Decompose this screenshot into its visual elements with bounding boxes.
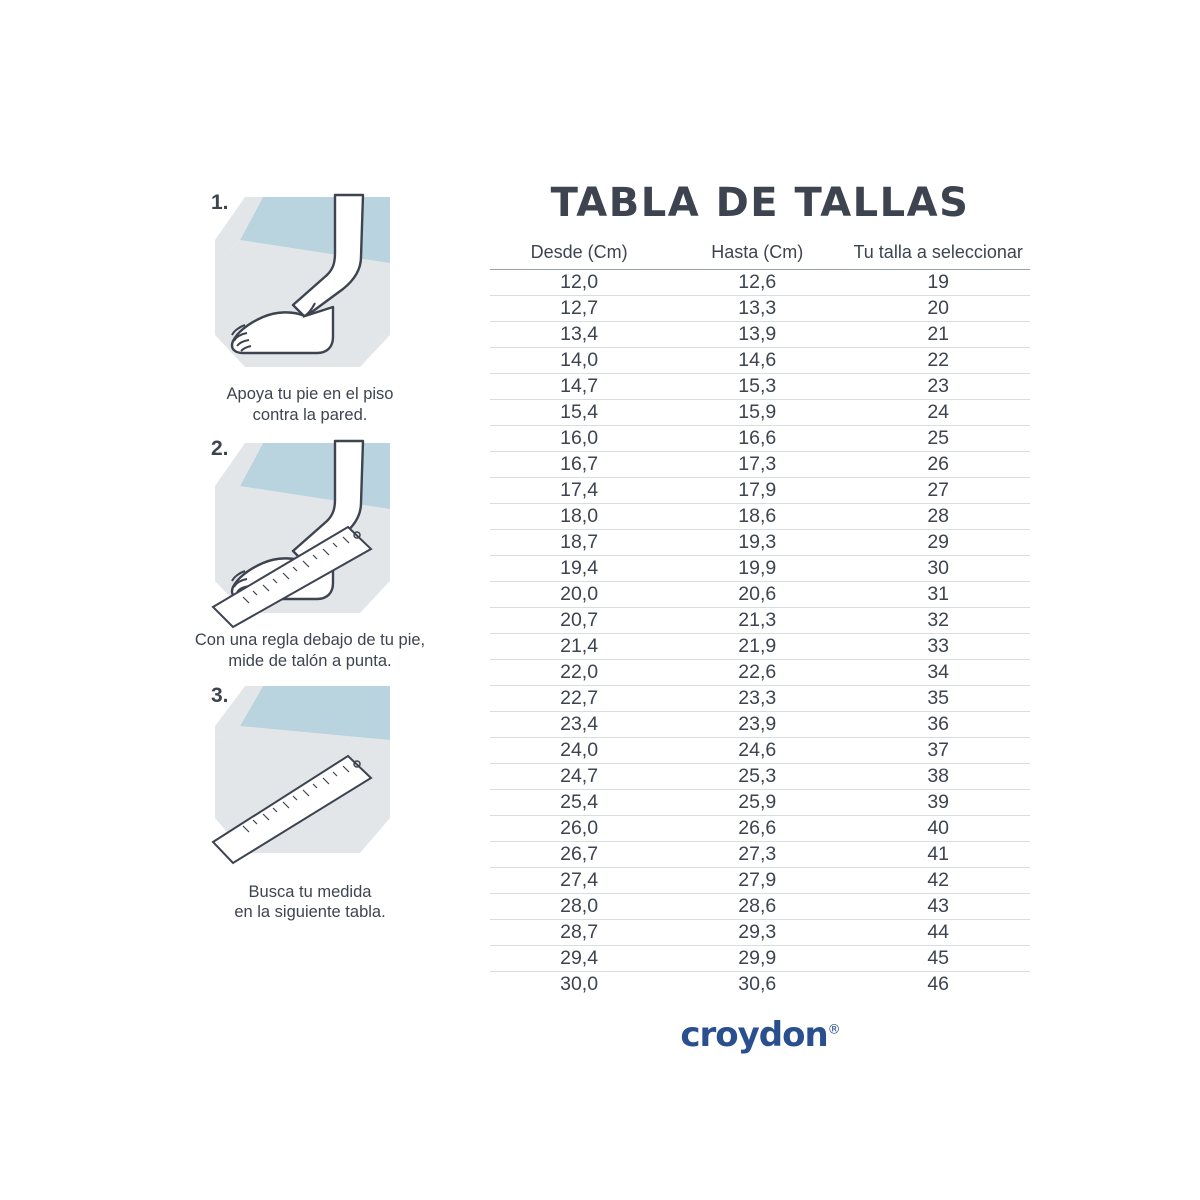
table-row	[490, 270, 1030, 296]
table-cell: 28,6	[668, 894, 846, 920]
table-row	[490, 452, 1030, 478]
table-row	[490, 530, 1030, 556]
table-cell: 18,0	[490, 504, 668, 530]
table-cell: 29,9	[668, 946, 846, 972]
size-table-body	[490, 270, 1030, 998]
table-cell: 17,3	[668, 452, 846, 478]
table-cell: 23,3	[668, 686, 846, 712]
table-cell: 23,4	[490, 712, 668, 738]
table-cell: 44	[846, 920, 1030, 946]
table-cell: 26,7	[490, 842, 668, 868]
table-cell: 26,0	[490, 816, 668, 842]
table-row	[490, 374, 1030, 400]
table-cell: 28,0	[490, 894, 668, 920]
table-cell: 13,9	[668, 322, 846, 348]
step-number-2: 2.	[211, 437, 229, 461]
table-row	[490, 816, 1030, 842]
table-cell: 21,3	[668, 608, 846, 634]
table-row	[490, 634, 1030, 660]
step-1-caption	[185, 384, 435, 425]
table-cell: 22,6	[668, 660, 846, 686]
table-row	[490, 556, 1030, 582]
table-row	[490, 348, 1030, 374]
step-1-caption-line1: Apoya tu pie en el piso	[226, 385, 394, 403]
table-cell: 29,3	[668, 920, 846, 946]
instruction-step-2	[185, 431, 435, 671]
table-row	[490, 790, 1030, 816]
table-row	[490, 660, 1030, 686]
table-cell: 18,6	[668, 504, 846, 530]
table-cell: 13,4	[490, 322, 668, 348]
table-cell: 20,6	[668, 582, 846, 608]
table-cell: 16,6	[668, 426, 846, 452]
brand-logo	[490, 1015, 1030, 1055]
table-row	[490, 426, 1030, 452]
size-table	[490, 240, 1030, 997]
step-2-caption-line2: mide de talón a punta.	[228, 651, 392, 670]
table-cell: 42	[846, 868, 1030, 894]
table-cell: 27,9	[668, 868, 846, 894]
table-cell: 13,3	[668, 296, 846, 322]
table-cell: 28,7	[490, 920, 668, 946]
table-cell: 30,6	[738, 973, 777, 995]
table-cell: 12,7	[490, 296, 668, 322]
table-row	[490, 972, 1030, 998]
table-row	[490, 296, 1030, 322]
table-cell: 19,9	[668, 556, 846, 582]
table-cell: 29,4	[490, 946, 668, 972]
table-cell: 27	[846, 478, 1030, 504]
instruction-step-3	[185, 678, 435, 923]
table-cell: 25	[846, 426, 1030, 452]
table-row	[490, 686, 1030, 712]
table-cell: 26	[846, 452, 1030, 478]
table-cell: 29	[846, 530, 1030, 556]
table-cell: 24,6	[668, 738, 846, 764]
table-cell: 25,4	[490, 790, 668, 816]
table-cell: 18,7	[490, 530, 668, 556]
table-row	[490, 738, 1030, 764]
table-cell: 20,0	[490, 582, 668, 608]
table-row	[490, 582, 1030, 608]
table-cell: 27,3	[668, 842, 846, 868]
table-cell: 12,0	[490, 270, 668, 296]
table-cell: 14,7	[490, 374, 668, 400]
size-table-section	[490, 180, 1030, 1055]
table-row	[490, 920, 1030, 946]
table-cell: 25,9	[668, 790, 846, 816]
table-cell: 19,4	[490, 556, 668, 582]
table-cell: 37	[846, 738, 1030, 764]
table-cell: 46	[927, 973, 950, 995]
instruction-step-1	[185, 185, 435, 425]
column-header-desde: Desde (Cm)	[490, 240, 668, 270]
brand-trademark: ®	[827, 1022, 840, 1038]
table-cell: 15,9	[668, 400, 846, 426]
column-header-hasta: Hasta (Cm)	[668, 240, 846, 270]
instructions-column	[185, 185, 435, 929]
table-cell: 35	[846, 686, 1030, 712]
table-row	[490, 868, 1030, 894]
table-cell: 22,0	[490, 660, 668, 686]
table-cell: 34	[846, 660, 1030, 686]
table-cell: 15,4	[490, 400, 668, 426]
table-cell: 17,9	[668, 478, 846, 504]
table-cell: 20,7	[490, 608, 668, 634]
table-cell: 30,0	[560, 973, 599, 995]
step-2-caption-line1: Con una regla debajo de tu pie,	[194, 631, 426, 650]
page-title: TABLA DE TALLAS	[550, 180, 970, 226]
table-cell: 16,0	[490, 426, 668, 452]
table-cell: 27,4	[490, 868, 668, 894]
table-cell: 45	[846, 946, 1030, 972]
table-cell: 33	[846, 634, 1030, 660]
table-cell: 39	[846, 790, 1030, 816]
table-cell: 24,0	[490, 738, 668, 764]
table-cell: 31	[846, 582, 1030, 608]
step-number-1: 1.	[211, 191, 229, 214]
table-cell: 24	[846, 400, 1030, 426]
step-3-caption-line1: Busca tu medida	[248, 882, 372, 901]
table-cell: 32	[846, 608, 1030, 634]
table-cell: 23,9	[668, 712, 846, 738]
table-cell: 43	[846, 894, 1030, 920]
table-cell: 17,4	[490, 478, 668, 504]
brand-name: croydon	[680, 1015, 828, 1055]
table-header-row	[490, 240, 1030, 270]
table-cell: 24,7	[490, 764, 668, 790]
column-header-talla: Tu talla a seleccionar	[846, 240, 1030, 270]
step-3-illustration	[185, 678, 435, 878]
table-cell: 19,3	[668, 530, 846, 556]
step-number-3: 3.	[211, 683, 229, 707]
table-cell: 14,6	[668, 348, 846, 374]
table-cell: 19	[846, 270, 1030, 296]
table-row	[490, 478, 1030, 504]
table-cell: 16,7	[490, 452, 668, 478]
table-cell: 21	[846, 322, 1030, 348]
table-cell: 36	[846, 712, 1030, 738]
table-cell: 38	[846, 764, 1030, 790]
step-3-caption-line2: en la siguiente tabla.	[234, 903, 386, 922]
table-row	[490, 764, 1030, 790]
step-3-caption	[185, 882, 435, 923]
table-cell: 22,7	[490, 686, 668, 712]
table-cell: 20	[846, 296, 1030, 322]
table-cell: 26,6	[668, 816, 846, 842]
table-cell: 21,4	[490, 634, 668, 660]
table-cell: 14,0	[490, 348, 668, 374]
table-cell: 23	[846, 374, 1030, 400]
table-cell: 30	[846, 556, 1030, 582]
table-cell: 22	[846, 348, 1030, 374]
table-cell: 25,3	[668, 764, 846, 790]
step-1-caption-line2: contra la pared.	[252, 405, 368, 424]
table-row	[490, 946, 1030, 972]
size-table-head	[490, 240, 1030, 270]
table-cell: 15,3	[668, 374, 846, 400]
table-row	[490, 842, 1030, 868]
table-row	[490, 608, 1030, 634]
table-cell: 40	[846, 816, 1030, 842]
table-row	[490, 894, 1030, 920]
table-cell: 41	[846, 842, 1030, 868]
table-row	[490, 712, 1030, 738]
table-cell: 28	[846, 504, 1030, 530]
table-row	[490, 322, 1030, 348]
table-cell: 21,9	[668, 634, 846, 660]
table-row	[490, 504, 1030, 530]
table-cell: 12,6	[668, 270, 846, 296]
table-row	[490, 400, 1030, 426]
